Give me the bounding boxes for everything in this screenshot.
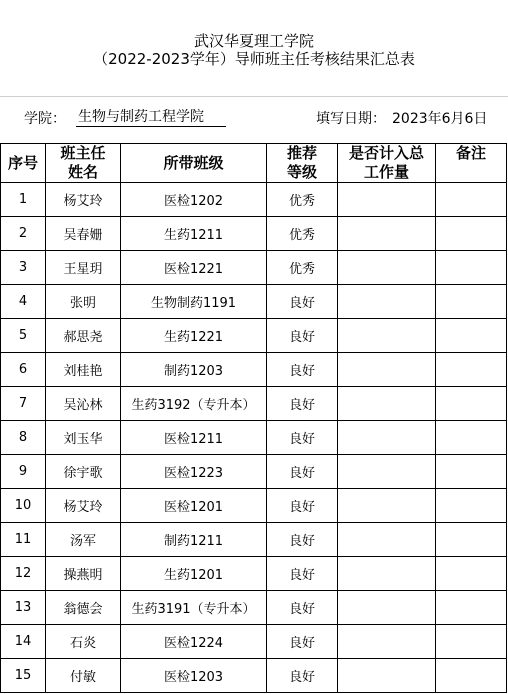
cell-remarks xyxy=(436,591,507,625)
cell-remarks xyxy=(436,319,507,353)
cell-class: 生药1221 xyxy=(121,319,267,353)
cell-index: 3 xyxy=(1,251,46,285)
cell-class: 医检1221 xyxy=(121,251,267,285)
cell-class: 生药3191（专升本） xyxy=(121,591,267,625)
cell-remarks xyxy=(436,217,507,251)
cell-rating: 良好 xyxy=(267,353,338,387)
table-row xyxy=(1,625,507,659)
col-header-index: 序号 xyxy=(1,144,46,183)
cell-remarks xyxy=(436,387,507,421)
cell-workload xyxy=(338,421,436,455)
date-value: 2023年6月6日 xyxy=(392,111,488,127)
table-row xyxy=(1,353,507,387)
table-row xyxy=(1,591,507,625)
cell-teacher-name: 杨艾玲 xyxy=(46,183,121,217)
cell-class: 医检1202 xyxy=(121,183,267,217)
cell-remarks xyxy=(436,557,507,591)
table-row xyxy=(1,455,507,489)
cell-rating: 良好 xyxy=(267,455,338,489)
cell-index: 4 xyxy=(1,285,46,319)
table-row xyxy=(1,217,507,251)
table-row xyxy=(1,421,507,455)
date-label: 填写日期： xyxy=(316,111,386,127)
cell-index: 1 xyxy=(1,183,46,217)
cell-remarks xyxy=(436,353,507,387)
cell-index: 10 xyxy=(1,489,46,523)
table-row xyxy=(1,489,507,523)
cell-rating: 优秀 xyxy=(267,251,338,285)
cell-workload xyxy=(338,591,436,625)
col-header-name xyxy=(46,144,121,183)
cell-class: 生药3192（专升本） xyxy=(121,387,267,421)
cell-class: 生物制药1191 xyxy=(121,285,267,319)
cell-index: 6 xyxy=(1,353,46,387)
cell-remarks xyxy=(436,625,507,659)
cell-teacher-name: 刘桂艳 xyxy=(46,353,121,387)
cell-class: 生药1211 xyxy=(121,217,267,251)
cell-rating: 良好 xyxy=(267,591,338,625)
cell-workload xyxy=(338,285,436,319)
cell-index: 5 xyxy=(1,319,46,353)
col-header-rating-line1: 推荐 xyxy=(286,144,317,162)
summary-table xyxy=(0,143,507,693)
col-header-name-line1: 班主任 xyxy=(60,144,106,162)
cell-workload xyxy=(338,455,436,489)
cell-workload xyxy=(338,251,436,285)
cell-rating: 良好 xyxy=(267,489,338,523)
cell-index: 7 xyxy=(1,387,46,421)
cell-teacher-name: 吴沁林 xyxy=(46,387,121,421)
cell-teacher-name: 石炎 xyxy=(46,625,121,659)
cell-teacher-name: 付敏 xyxy=(46,659,121,693)
cell-rating: 良好 xyxy=(267,625,338,659)
cell-remarks xyxy=(436,489,507,523)
cell-rating: 良好 xyxy=(267,523,338,557)
cell-class: 医检1224 xyxy=(121,625,267,659)
cell-index: 11 xyxy=(1,523,46,557)
cell-workload xyxy=(338,319,436,353)
cell-teacher-name: 操燕明 xyxy=(46,557,121,591)
college-label: 学院： xyxy=(24,111,66,127)
cell-workload xyxy=(338,387,436,421)
cell-teacher-name: 郝思尧 xyxy=(46,319,121,353)
col-header-name-line2: 姓名 xyxy=(67,163,98,181)
cell-workload xyxy=(338,217,436,251)
cell-workload xyxy=(338,523,436,557)
cell-rating: 良好 xyxy=(267,421,338,455)
cell-teacher-name: 翁德会 xyxy=(46,591,121,625)
cell-workload xyxy=(338,625,436,659)
cell-teacher-name: 汤军 xyxy=(46,523,121,557)
table-row xyxy=(1,659,507,693)
cell-remarks xyxy=(436,183,507,217)
cell-remarks xyxy=(436,659,507,693)
cell-remarks xyxy=(436,421,507,455)
cell-remarks xyxy=(436,455,507,489)
cell-class: 制药1203 xyxy=(121,353,267,387)
cell-workload xyxy=(338,353,436,387)
col-header-class: 所带班级 xyxy=(121,144,267,183)
col-header-workload-line1: 是否计入总 xyxy=(348,144,424,162)
table-row xyxy=(1,523,507,557)
document-title: 武汉华夏理工学院 xyxy=(193,32,314,50)
col-header-remarks: 备注 xyxy=(436,144,507,183)
table-row xyxy=(1,557,507,591)
cell-class: 医检1201 xyxy=(121,489,267,523)
cell-remarks xyxy=(436,285,507,319)
table-header-row xyxy=(1,144,507,183)
col-header-workload xyxy=(338,144,436,183)
cell-rating: 良好 xyxy=(267,319,338,353)
cell-rating: 优秀 xyxy=(267,183,338,217)
cell-rating: 良好 xyxy=(267,285,338,319)
cell-class: 生药1201 xyxy=(121,557,267,591)
cell-index: 13 xyxy=(1,591,46,625)
cell-remarks xyxy=(436,251,507,285)
cell-class: 医检1203 xyxy=(121,659,267,693)
cell-teacher-name: 徐宇歌 xyxy=(46,455,121,489)
meta-row xyxy=(0,108,508,132)
cell-index: 9 xyxy=(1,455,46,489)
cell-teacher-name: 刘玉华 xyxy=(46,421,121,455)
cell-class: 制药1211 xyxy=(121,523,267,557)
cell-index: 2 xyxy=(1,217,46,251)
cell-workload xyxy=(338,183,436,217)
cell-teacher-name: 吴春姗 xyxy=(46,217,121,251)
title-area xyxy=(0,0,508,97)
cell-index: 8 xyxy=(1,421,46,455)
cell-teacher-name: 王星玥 xyxy=(46,251,121,285)
cell-index: 15 xyxy=(1,659,46,693)
table-row xyxy=(1,285,507,319)
college-value: 生物与制药工程学院 xyxy=(76,108,226,127)
cell-remarks xyxy=(436,523,507,557)
table-row xyxy=(1,319,507,353)
table-row xyxy=(1,251,507,285)
table-row xyxy=(1,183,507,217)
cell-rating: 良好 xyxy=(267,387,338,421)
document-subtitle: （2022-2023学年）导师班主任考核结果汇总表 xyxy=(93,50,415,68)
cell-class: 医检1211 xyxy=(121,421,267,455)
cell-teacher-name: 杨艾玲 xyxy=(46,489,121,523)
cell-index: 12 xyxy=(1,557,46,591)
cell-workload xyxy=(338,659,436,693)
col-header-rating xyxy=(267,144,338,183)
cell-workload xyxy=(338,557,436,591)
cell-class: 医检1223 xyxy=(121,455,267,489)
cell-teacher-name: 张明 xyxy=(46,285,121,319)
cell-rating: 优秀 xyxy=(267,217,338,251)
cell-rating: 良好 xyxy=(267,659,338,693)
table-row xyxy=(1,387,507,421)
cell-rating: 良好 xyxy=(267,557,338,591)
col-header-workload-line2: 工作量 xyxy=(363,163,409,181)
cell-workload xyxy=(338,489,436,523)
col-header-rating-line2: 等级 xyxy=(286,163,317,181)
cell-index: 14 xyxy=(1,625,46,659)
